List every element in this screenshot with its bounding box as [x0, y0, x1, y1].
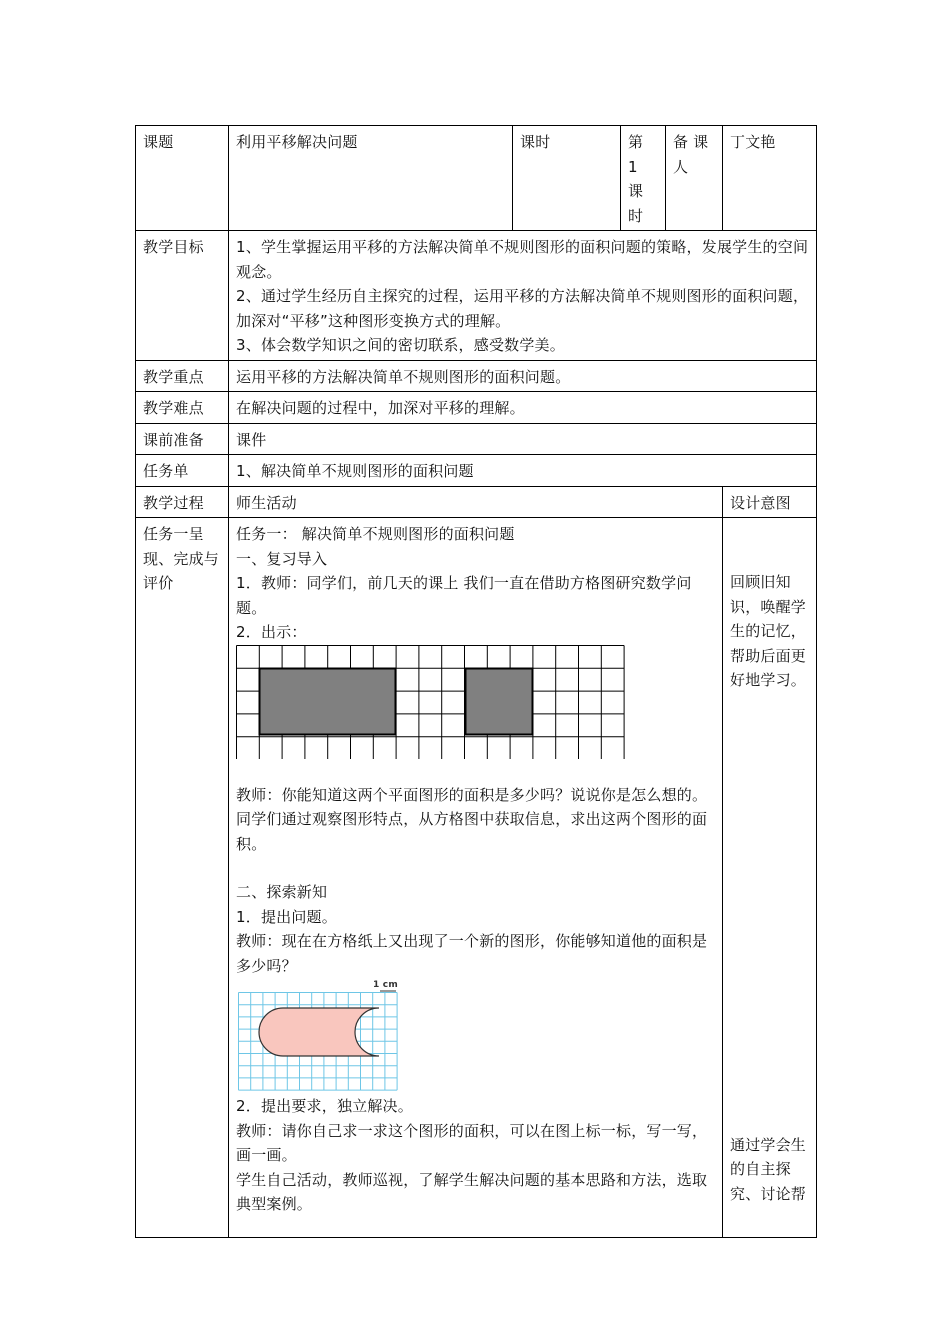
process-label: 教学过程 — [136, 486, 229, 518]
paragraph: 教师：请你自己求一求这个图形的面积，可以在图上标一标，写一写，画一画。 — [236, 1121, 708, 1164]
activity-content — [229, 518, 723, 1238]
key-label: 教学重点 — [136, 360, 229, 392]
section-heading: 一、复习导入 — [236, 549, 328, 568]
period-char: 时 — [628, 206, 644, 225]
paragraph: 教师：现在在方格纸上又出现了一个新的图形，你能够知道他的面积是多少吗？ — [236, 932, 708, 975]
key-value: 运用平移的方法解决简单不规则图形的面积问题。 — [229, 360, 817, 392]
large-rectangle — [260, 668, 396, 734]
scale-label: 1 cm — [373, 980, 398, 990]
paragraph: 1．提出问题。 — [236, 907, 337, 926]
paragraph: 2．提出要求，独立解决。 — [236, 1097, 413, 1115]
paragraph: 教师：你能知道这两个平面图形的面积是多少吗？说说你是怎么想的。 — [236, 785, 708, 804]
difficulty-value: 在解决问题的过程中，加深对平移的理解。 — [229, 392, 817, 424]
goal-item: 1、学生掌握运用平移的方法解决简单不规则图形的面积问题的策略，发展学生的空间观念。 — [236, 238, 809, 281]
prep-value: 课件 — [229, 423, 817, 455]
paragraph: 学生自己活动，教师巡视，了解学生解决问题的基本思路和方法，选取典型案例。 — [236, 1170, 708, 1213]
task-label: 任务单 — [136, 455, 229, 487]
intent-label: 设计意图 — [723, 486, 817, 518]
preparer-label: 备 课 人 — [666, 126, 723, 231]
topic-value: 利用平移解决问题 — [229, 126, 513, 231]
period-char: 第 — [628, 133, 644, 151]
period-char: 课 — [628, 182, 644, 200]
stage-label: 任务一呈现、完成与评价 — [136, 518, 229, 1238]
period-value — [621, 126, 666, 231]
prep-row — [136, 423, 817, 455]
preparer-value: 丁文艳 — [723, 126, 817, 231]
intent-content — [723, 518, 817, 1238]
header-row — [136, 126, 817, 231]
spacer — [236, 856, 715, 880]
intent-second: 通过学会生的自主探究、讨论帮 — [730, 1135, 807, 1203]
paragraph: 同学们通过观察图形特点，从方格图中获取信息，求出这两个图形的面积。 — [236, 810, 708, 853]
paragraph: 1．教师：同学们，前几天的课上 我们一直在借助方格图研究数学问题。 — [236, 574, 692, 617]
small-rectangle — [466, 668, 533, 734]
rectangles-grid-figure — [236, 645, 628, 759]
lesson-plan-table — [135, 125, 817, 1238]
goals-row — [136, 231, 817, 361]
task-title: 任务一： 解决简单不规则图形的面积问题 — [236, 525, 515, 543]
section-heading: 二、探索新知 — [236, 883, 328, 901]
process-row — [136, 486, 817, 518]
task-row — [136, 455, 817, 487]
period-label: 课时 — [513, 126, 621, 231]
difficulty-label: 教学难点 — [136, 392, 229, 424]
goal-item: 2、通过学生经历自主探究的过程，运用平移的方法解决简单不规则图形的面积问题，加深对“平移”这种图形变换方式的理解。 — [236, 287, 809, 330]
period-char: 1 — [628, 157, 638, 176]
topic-label: 课题 — [136, 126, 229, 231]
goal-item: 3、体会数学知识之间的密切联系，感受数学美。 — [236, 336, 565, 354]
body-row — [136, 518, 817, 1238]
activity-label: 师生活动 — [229, 486, 723, 518]
key-row — [136, 360, 817, 392]
goals-label: 教学目标 — [136, 231, 229, 361]
difficulty-row — [136, 392, 817, 424]
task-value: 1、解决简单不规则图形的面积问题 — [229, 455, 817, 487]
prep-label: 课前准备 — [136, 423, 229, 455]
goals-value — [229, 231, 817, 361]
spacer — [236, 759, 715, 783]
paragraph: 2．出示： — [236, 623, 307, 641]
intent-first: 回顾旧知识，唤醒学生的记忆，帮助后面更好地学习。 — [730, 573, 807, 689]
shifted-shape-figure — [236, 978, 406, 1094]
